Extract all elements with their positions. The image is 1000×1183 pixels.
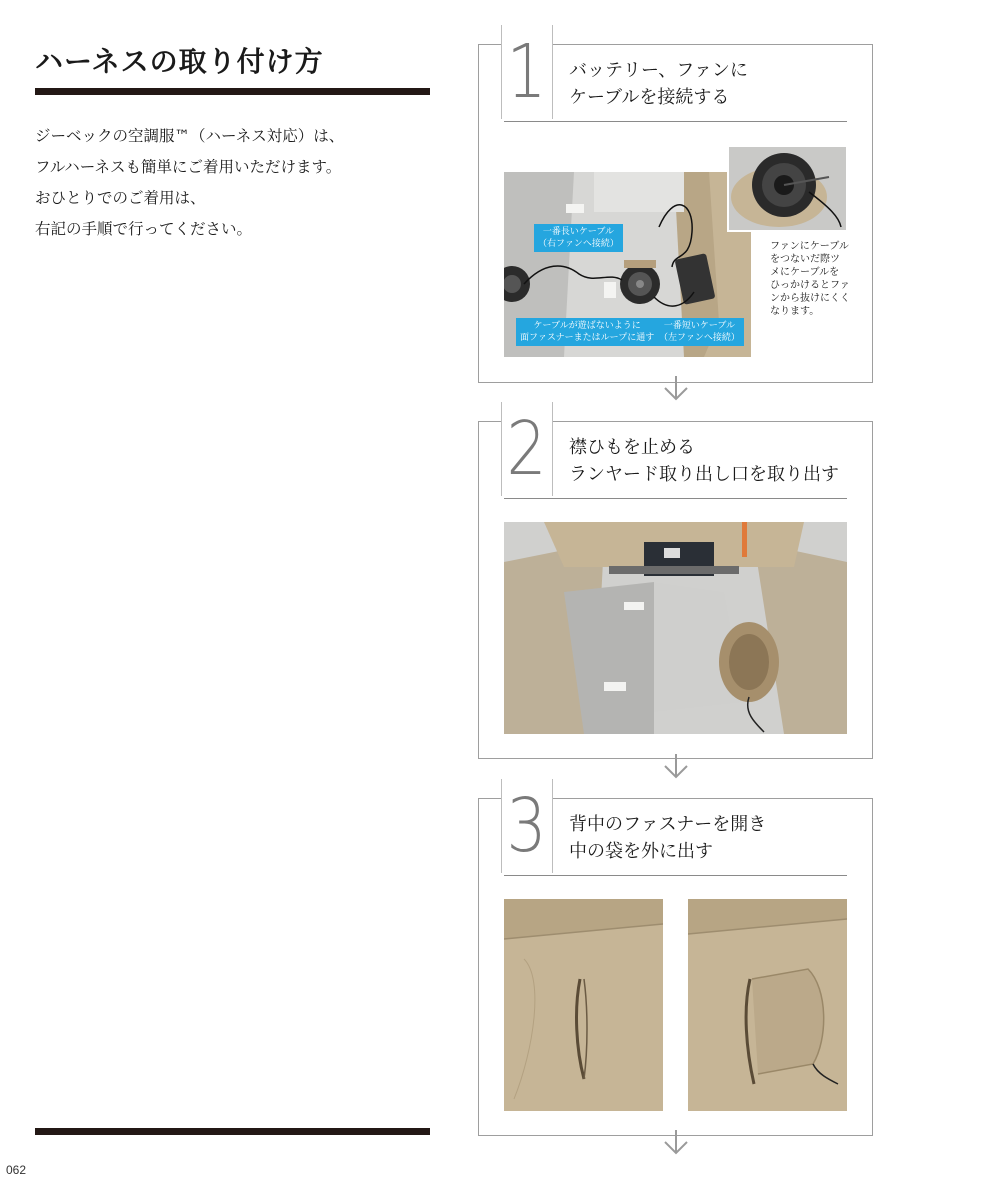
intro-line: フルハーネスも簡単にご着用いただけます。 bbox=[35, 158, 342, 176]
step-rule bbox=[504, 875, 847, 876]
fan-tip-caption bbox=[770, 240, 850, 318]
step-3-box bbox=[478, 783, 873, 1136]
step-title-line: 襟ひもを止める bbox=[569, 437, 695, 458]
label-line: ケーブルが遊ばないように bbox=[533, 321, 641, 331]
longest-cable-label bbox=[534, 224, 623, 252]
page-number: 062 bbox=[6, 1163, 27, 1177]
step-1-box bbox=[478, 29, 873, 383]
back-zipper-illustration bbox=[504, 899, 663, 1111]
cable-route-label bbox=[516, 318, 658, 346]
fan-closeup-photo bbox=[727, 145, 848, 232]
step-2-box bbox=[478, 406, 873, 759]
page-title: ハーネスの取り付け方 bbox=[35, 45, 324, 78]
bottom-rule bbox=[35, 1128, 430, 1135]
step-number-box bbox=[501, 402, 553, 496]
caption-line: をつないだ際ツ bbox=[770, 254, 840, 265]
caption-line: ファンにケーブル bbox=[770, 241, 849, 252]
arrow-down-icon bbox=[662, 752, 690, 780]
shortest-cable-label bbox=[655, 318, 744, 346]
label-line: 一番長いケーブル bbox=[542, 227, 615, 237]
fan-closeup-illustration bbox=[729, 147, 846, 230]
step-title bbox=[569, 811, 766, 865]
arrow-down-icon bbox=[662, 374, 690, 402]
step-title-line: 中の袋を外に出す bbox=[569, 841, 713, 862]
jacket-collar-illustration bbox=[504, 522, 847, 734]
intro-line: ジーベックの空調服™（ハーネス対応）は、 bbox=[35, 127, 345, 145]
back-pouch-illustration bbox=[688, 899, 847, 1111]
title-underline bbox=[35, 88, 430, 95]
step-title bbox=[569, 57, 748, 111]
step-number-box bbox=[501, 779, 553, 873]
label-line: 一番短いケーブル bbox=[663, 321, 736, 331]
step-number-box bbox=[501, 25, 553, 119]
step-title bbox=[569, 434, 839, 488]
label-line: （右ファンへ接続） bbox=[538, 239, 619, 249]
back-zipper-closed-photo bbox=[504, 899, 663, 1111]
back-pouch-out-photo bbox=[688, 899, 847, 1111]
step-rule bbox=[504, 121, 847, 122]
step-title-line: ランヤード取り出し口を取り出す bbox=[569, 464, 839, 485]
intro-line: 右記の手順で行ってください。 bbox=[35, 220, 253, 238]
step-rule bbox=[504, 498, 847, 499]
step-title-line: バッテリー、ファンに bbox=[569, 60, 748, 81]
caption-line: ンから抜けにくく bbox=[770, 293, 850, 304]
intro-line: おひとりでのご着用は、 bbox=[35, 189, 206, 207]
arrow-down-icon bbox=[662, 1128, 690, 1156]
label-line: （左ファンへ接続） bbox=[659, 333, 740, 343]
caption-line: ひっかけるとファ bbox=[770, 280, 850, 291]
step-title-line: 背中のファスナーを開き bbox=[569, 814, 767, 835]
step-number: 1 bbox=[506, 29, 548, 115]
caption-line: なります。 bbox=[770, 306, 820, 317]
step-title-line: ケーブルを接続する bbox=[569, 87, 730, 108]
label-line: 面ファスナーまたはループに通す bbox=[520, 333, 655, 343]
step-number: 2 bbox=[506, 406, 548, 492]
step-number: 3 bbox=[506, 783, 548, 869]
collar-string-photo bbox=[504, 522, 847, 734]
caption-line: メにケーブルを bbox=[770, 267, 840, 278]
intro-text bbox=[35, 121, 435, 245]
